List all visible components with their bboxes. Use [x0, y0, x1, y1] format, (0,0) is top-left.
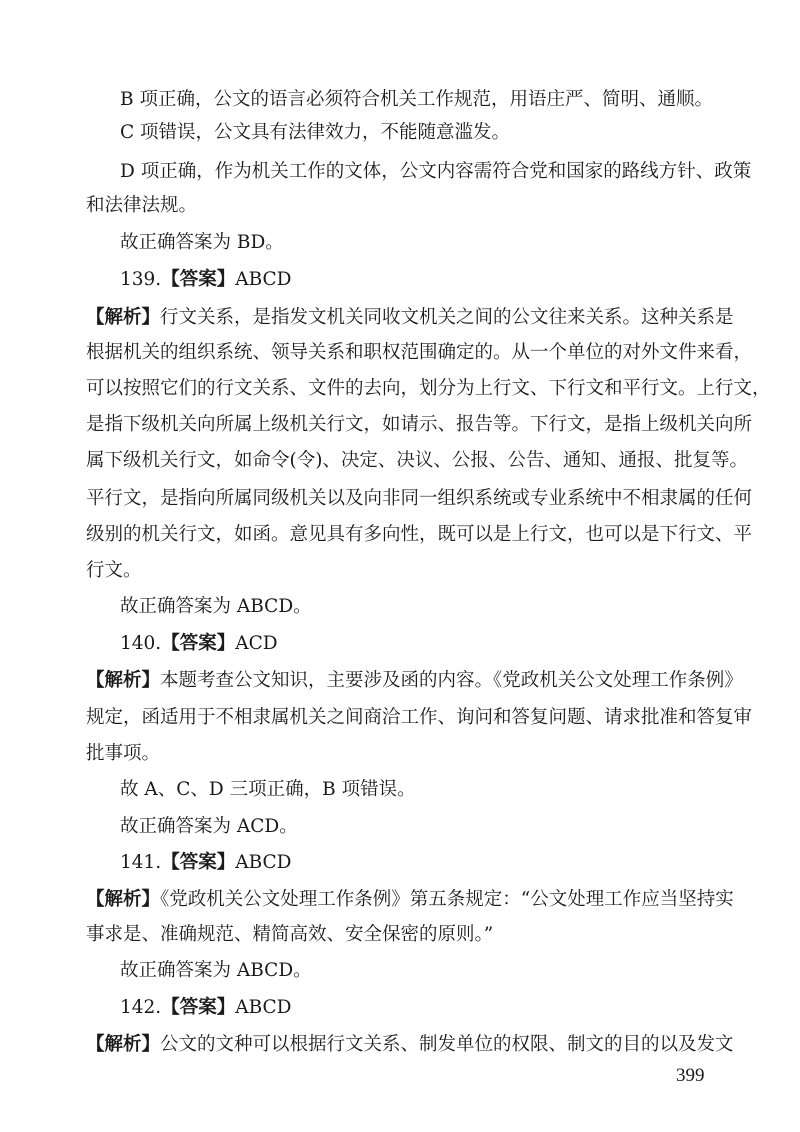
answer-value: ABCD: [235, 997, 292, 1018]
analysis-tag: 【解析】: [86, 307, 161, 328]
analysis-line: [86, 1036, 734, 1055]
analysis-tag: 【解析】: [86, 1034, 161, 1055]
answer-tag: 【答案】: [161, 269, 236, 290]
paragraph-line: 和法律法规。: [86, 195, 198, 216]
paragraph-line: 属下级机关行文，如命令(令)、决定、决议、公报、公告、通知、通报、批复等。: [86, 450, 748, 471]
answer-summary: 故正确答案为 ACD。: [120, 816, 298, 837]
paragraph-line: 规定，函适用于不相隶属机关之间商洽工作、询问和答复问题、请求批准和答复审: [86, 707, 753, 728]
answer-summary: 故正确答案为 ABCD。: [120, 960, 312, 981]
answer-tag: 【答案】: [161, 997, 236, 1018]
paragraph-line: D 项正确，作为机关工作的文体，公文内容需符合党和国家的路线方针、政策: [120, 161, 752, 182]
analysis-text: 公文的文种可以根据行文关系、制发单位的权限、制文的目的以及发文: [160, 1034, 734, 1055]
analysis-tag: 【解析】: [86, 670, 161, 691]
answer-value: ABCD: [235, 852, 292, 873]
analysis-line: [86, 672, 743, 691]
paragraph-line: 故 A、C、D 三项正确，B 项错误。: [120, 779, 416, 800]
question-answer-heading: [120, 999, 292, 1018]
answer-summary: 故正确答案为 BD。: [120, 232, 284, 253]
analysis-text: 《党政机关公文处理工作条例》第五条规定：“公文处理工作应当坚持实: [160, 889, 734, 910]
page-number: 399: [676, 1065, 705, 1086]
question-answer-heading: [120, 854, 292, 873]
question-number: 140.: [120, 633, 162, 654]
paragraph-line: 事求是、准确规范、精简高效、安全保密的原则。”: [86, 924, 494, 945]
paragraph-line: B 项正确，公文的语言必须符合机关工作规范，用语庄严、简明、通顺。: [120, 89, 713, 110]
paragraph-line: 级别的机关行文，如函。意见具有多向性，既可以是上行文，也可以是下行文、平: [86, 524, 753, 545]
question-answer-heading: [120, 635, 278, 654]
question-number: 142.: [120, 997, 162, 1018]
answer-summary: 故正确答案为 ABCD。: [120, 596, 312, 617]
question-number: 141.: [120, 852, 162, 873]
analysis-line: [86, 891, 734, 910]
paragraph-line: 行文。: [86, 560, 142, 581]
question-answer-heading: [120, 271, 292, 290]
analysis-tag: 【解析】: [86, 889, 161, 910]
analysis-text: 本题考查公文知识，主要涉及函的内容。《党政机关公文处理工作条例》: [160, 670, 743, 691]
paragraph-line: 平行文，是指向所属同级机关以及向非同一组织系统或专业系统中不相隶属的任何: [86, 488, 753, 509]
paragraph-line: 根据机关的组织系统、领导关系和职权范围确定的。从一个单位的对外文件来看，: [86, 342, 753, 363]
answer-value: ACD: [235, 633, 278, 654]
analysis-text: 行文关系，是指发文机关同收文机关之间的公文往来关系。这种关系是: [160, 307, 734, 328]
paragraph-line: C 项错误，公文具有法律效力，不能随意滥发。: [120, 122, 511, 143]
paragraph-line: 可以按照它们的行文关系、文件的去向，划分为上行文、下行文和平行文。上行文，: [86, 378, 771, 399]
question-number: 139.: [120, 269, 162, 290]
analysis-line: [86, 309, 734, 328]
paragraph-line: 批事项。: [86, 743, 161, 764]
answer-value: ABCD: [235, 269, 292, 290]
answer-tag: 【答案】: [161, 633, 236, 654]
paragraph-line: 是指下级机关向所属上级机关行文，如请示、报告等。下行文，是指上级机关向所: [86, 414, 753, 435]
answer-tag: 【答案】: [161, 852, 236, 873]
